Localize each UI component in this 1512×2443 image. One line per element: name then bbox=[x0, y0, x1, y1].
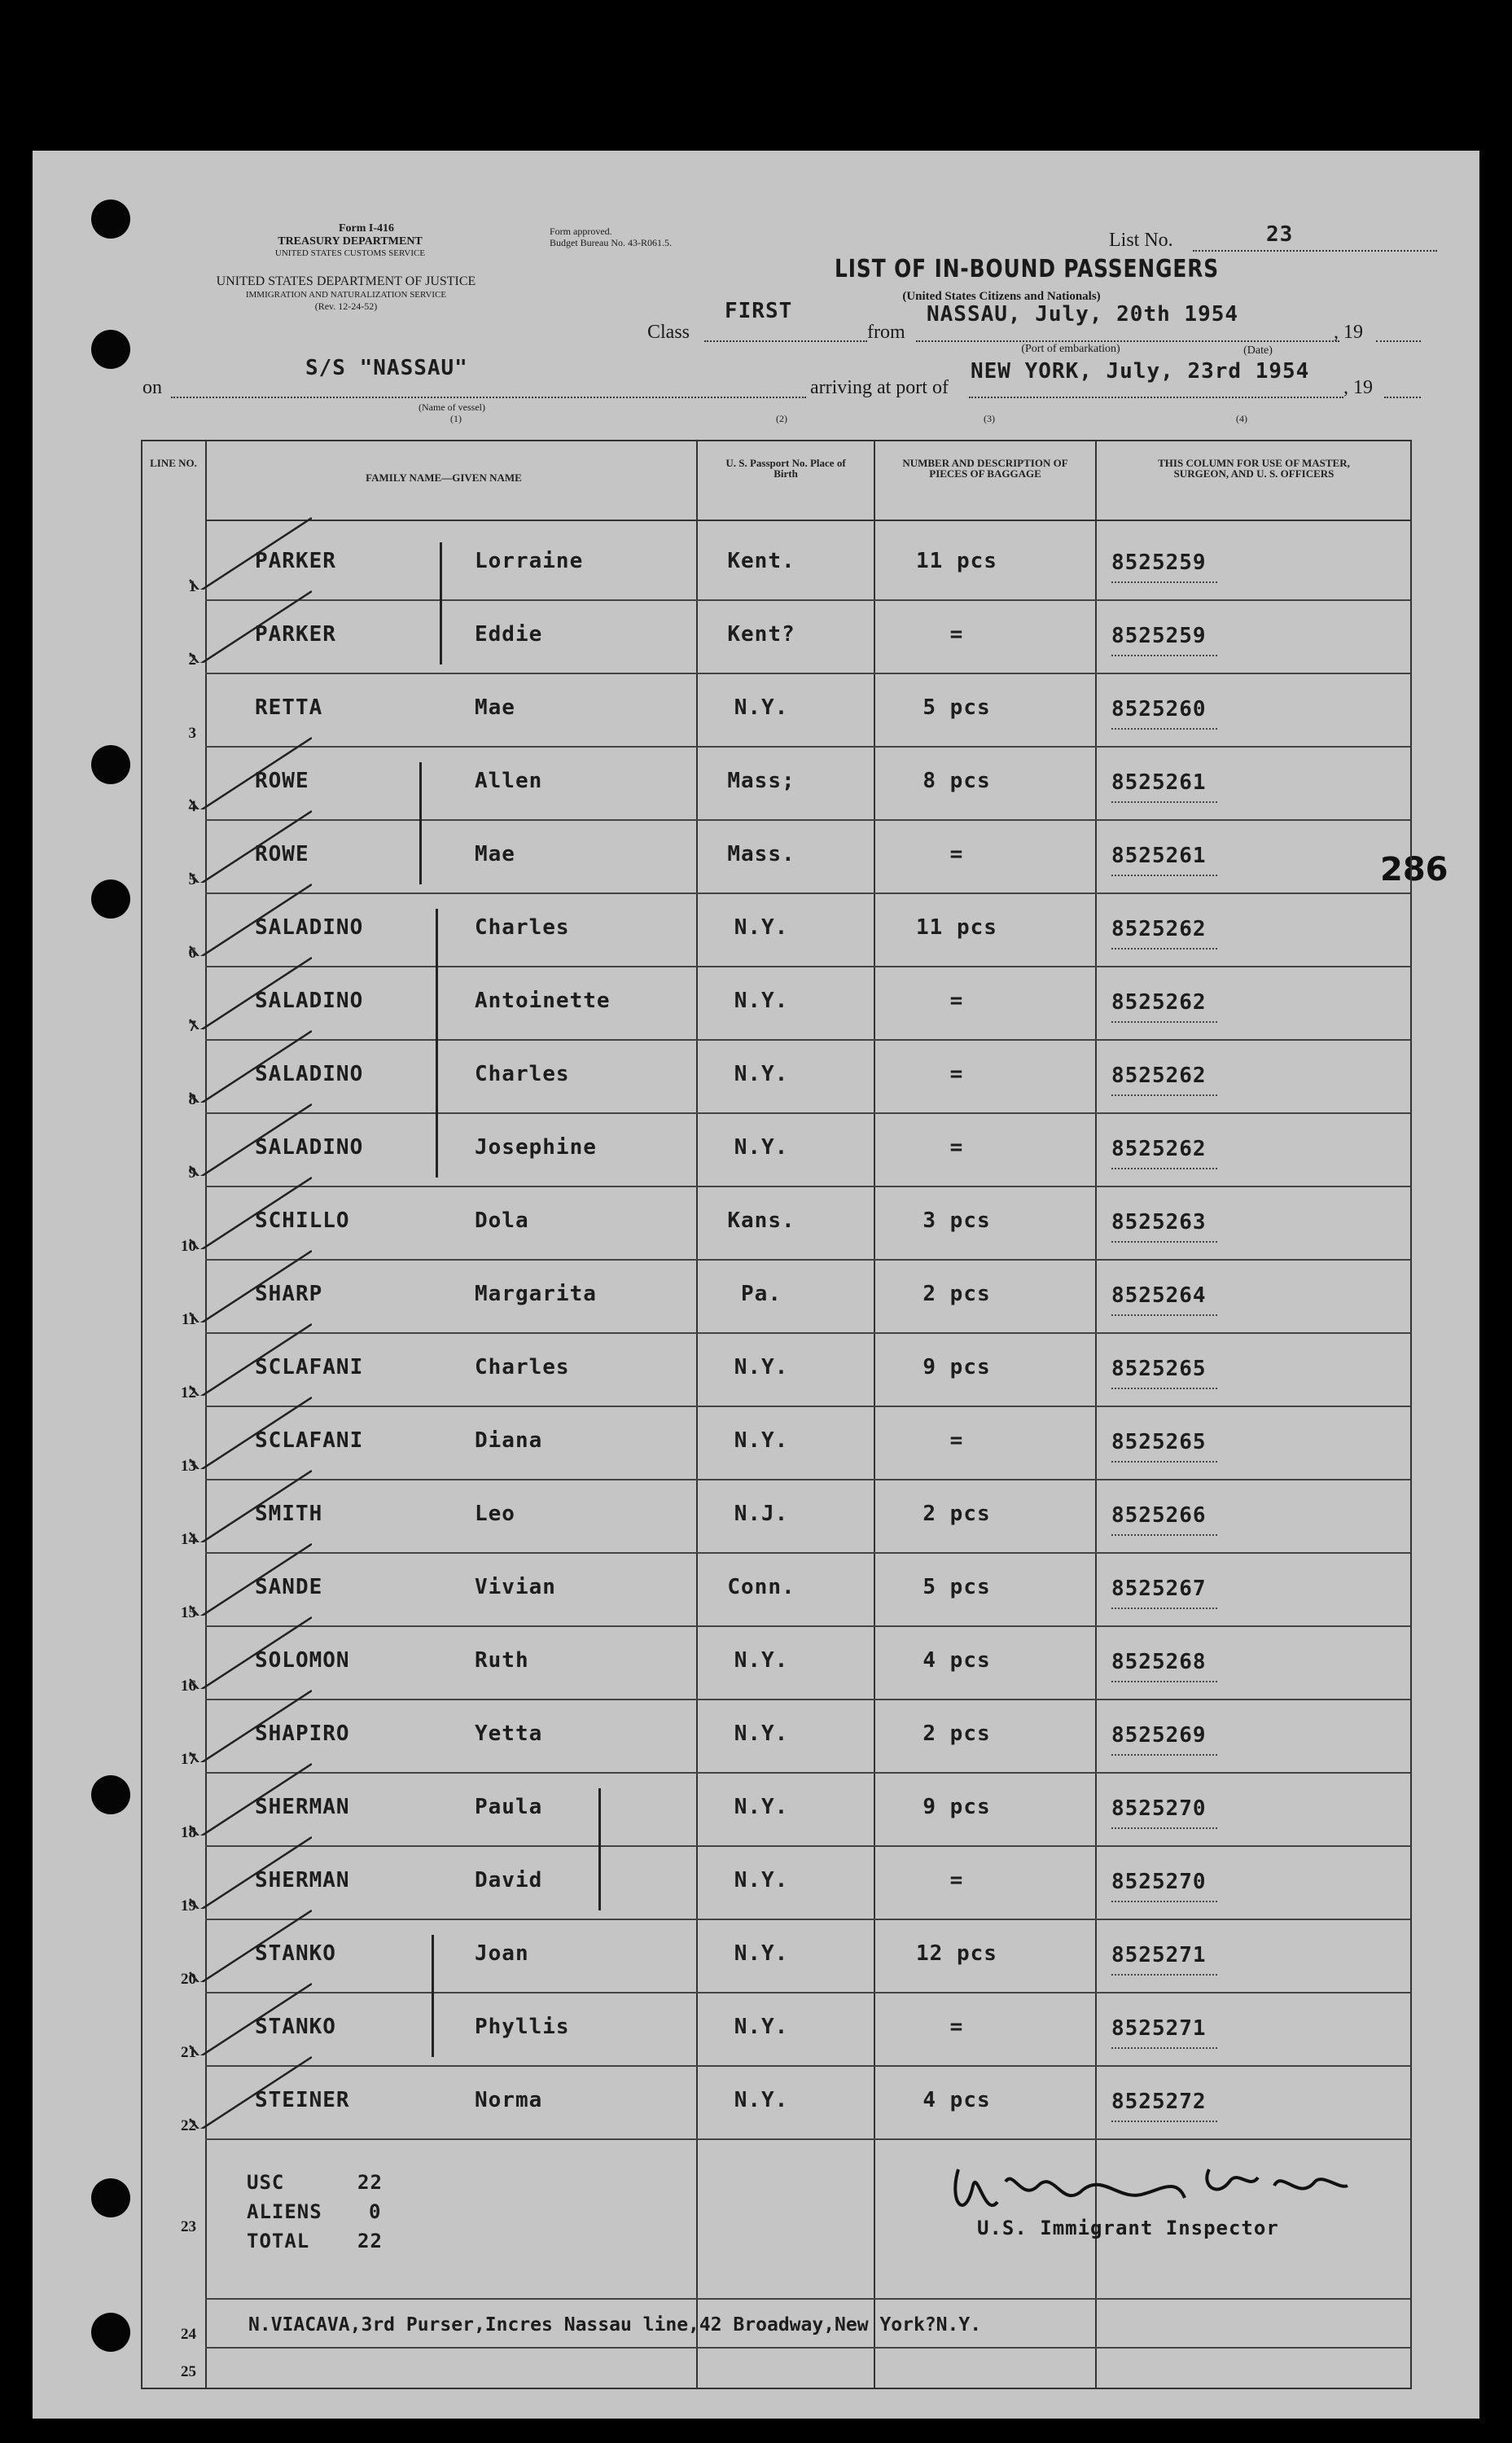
line-number: 18 bbox=[181, 1824, 196, 1841]
place-of-birth: Conn. bbox=[727, 1575, 795, 1599]
table-row bbox=[142, 1920, 1410, 1993]
given-name: Paula bbox=[475, 1795, 543, 1819]
table-row bbox=[142, 748, 1410, 821]
form-revision: (Rev. 12-24-52) bbox=[314, 300, 378, 312]
family-name: SCLAFANI bbox=[255, 1355, 364, 1379]
line-number: 14 bbox=[181, 1531, 196, 1548]
place-of-birth: N.Y. bbox=[734, 1795, 789, 1819]
col-num-4: (4) bbox=[1236, 413, 1247, 424]
family-brace bbox=[598, 1788, 601, 1910]
ticket-dots bbox=[1111, 1534, 1217, 1536]
check-mark bbox=[182, 1616, 312, 1689]
baggage-count: 8 pcs bbox=[923, 769, 991, 793]
table-row bbox=[142, 1480, 1410, 1554]
date-caption: (Date) bbox=[1243, 344, 1273, 357]
baggage-count: 2 pcs bbox=[923, 1502, 991, 1526]
check-mark bbox=[182, 1836, 312, 1909]
year-suffix-2: , 19 bbox=[1343, 377, 1373, 398]
line-number: 7 bbox=[188, 1018, 196, 1035]
family-name: SALADINO bbox=[255, 989, 364, 1013]
ticket-dots bbox=[1111, 801, 1217, 803]
line-number: 16 bbox=[181, 1678, 196, 1695]
given-name: Mae bbox=[475, 842, 515, 866]
ticket-number: 8525265 bbox=[1111, 1357, 1207, 1381]
place-of-birth: N.Y. bbox=[734, 1135, 789, 1160]
family-name: SHERMAN bbox=[255, 1795, 350, 1819]
line-number: 3 bbox=[188, 725, 196, 742]
line-number: 22 bbox=[181, 2117, 196, 2134]
class-rule bbox=[704, 340, 867, 342]
form-approved: Form approved. bbox=[550, 226, 612, 237]
table-row bbox=[142, 1554, 1410, 1627]
ticket-number: 8525272 bbox=[1111, 2090, 1207, 2114]
table-row bbox=[142, 1407, 1410, 1480]
ticket-dots bbox=[1111, 1827, 1217, 1829]
class-label: Class bbox=[647, 322, 690, 343]
class-value: FIRST bbox=[725, 299, 793, 323]
table-row bbox=[142, 1187, 1410, 1261]
form-number: Form I-416 bbox=[338, 222, 395, 235]
table-row bbox=[142, 1261, 1410, 1334]
baggage-count: = bbox=[949, 622, 964, 647]
given-name: Joan bbox=[475, 1941, 529, 1966]
ticket-dots bbox=[1111, 875, 1217, 876]
table-row bbox=[142, 1114, 1410, 1187]
given-name: Charles bbox=[475, 1355, 570, 1379]
family-name: SCHILLO bbox=[255, 1208, 350, 1233]
total-count: 22 bbox=[357, 2230, 383, 2252]
baggage-count: = bbox=[949, 2015, 964, 2039]
on-label: on bbox=[142, 377, 162, 398]
line-number: 12 bbox=[181, 1384, 196, 1401]
line-number: 17 bbox=[181, 1751, 196, 1768]
given-name: David bbox=[475, 1868, 543, 1893]
ticket-dots bbox=[1111, 1461, 1217, 1463]
line-number: 24 bbox=[181, 2326, 196, 2343]
usc-count: 22 bbox=[357, 2171, 383, 2194]
ticket-dots bbox=[1111, 1607, 1217, 1609]
ticket-dots bbox=[1111, 1094, 1217, 1096]
ticket-dots bbox=[1111, 1168, 1217, 1169]
ticket-dots bbox=[1111, 1241, 1217, 1243]
baggage-count: = bbox=[949, 1428, 964, 1453]
baggage-count: = bbox=[949, 1062, 964, 1086]
baggage-count: 11 pcs bbox=[916, 915, 997, 940]
ticket-number: 8525262 bbox=[1111, 990, 1207, 1015]
aliens-count: 0 bbox=[369, 2200, 382, 2223]
line-number: 11 bbox=[182, 1311, 196, 1328]
given-name: Lorraine bbox=[475, 549, 584, 573]
family-name: ROWE bbox=[255, 769, 309, 793]
family-name: SHERMAN bbox=[255, 1868, 350, 1893]
list-number: 23 bbox=[1266, 222, 1294, 247]
ticket-number: 8525262 bbox=[1111, 1137, 1207, 1161]
from-label: from bbox=[867, 322, 905, 343]
passenger-table bbox=[141, 440, 1412, 2389]
table-row bbox=[142, 1041, 1410, 1114]
table-row bbox=[142, 1334, 1410, 1407]
treasury-dept: TREASURY DEPARTMENT bbox=[278, 235, 423, 248]
ticket-dots bbox=[1111, 1901, 1217, 1902]
usc-label: USC bbox=[247, 2171, 285, 2194]
customs-service: UNITED STATES CUSTOMS SERVICE bbox=[274, 248, 426, 258]
given-name: Leo bbox=[475, 1502, 515, 1526]
ticket-number: 8525262 bbox=[1111, 917, 1207, 941]
place-of-birth: Pa. bbox=[741, 1282, 782, 1306]
col-num-3: (3) bbox=[984, 413, 995, 424]
list-number-label: List No. bbox=[1109, 230, 1173, 251]
ticket-number: 8525271 bbox=[1111, 2016, 1207, 2041]
check-mark bbox=[182, 1689, 312, 1762]
purser-text: N.VIACAVA,3rd Purser,Incres Nassau line,42 Broadway,New York?N.Y. bbox=[248, 2314, 982, 2336]
given-name: Josephine bbox=[475, 1135, 597, 1160]
year-suffix-1: , 19 bbox=[1334, 322, 1363, 343]
family-name: SALADINO bbox=[255, 1062, 364, 1086]
check-mark bbox=[182, 883, 312, 956]
ticket-number: 8525269 bbox=[1111, 1723, 1207, 1748]
place-of-birth: Kent? bbox=[727, 622, 795, 647]
given-name: Margarita bbox=[475, 1282, 597, 1306]
ticket-dots bbox=[1111, 655, 1217, 656]
from-rule bbox=[916, 340, 1339, 342]
vessel-name: S/S "NASSAU" bbox=[305, 356, 468, 380]
given-name: Antoinette bbox=[475, 989, 611, 1013]
ticket-dots bbox=[1111, 1974, 1217, 1976]
from-value: NASSAU, July, 20th 1954 bbox=[927, 302, 1239, 327]
check-mark bbox=[182, 2055, 312, 2129]
col-header-passport: U. S. Passport No. Place of Birth bbox=[725, 457, 846, 480]
baggage-count: = bbox=[949, 989, 964, 1013]
family-name: PARKER bbox=[255, 622, 336, 647]
empty-row bbox=[142, 2349, 1410, 2386]
place-of-birth: Mass. bbox=[727, 842, 795, 866]
ticket-dots bbox=[1111, 581, 1217, 583]
check-mark bbox=[182, 1982, 312, 2055]
given-name: Charles bbox=[475, 915, 570, 940]
budget-bureau: Budget Bureau No. 43-R061.5. bbox=[550, 237, 672, 248]
col-header-baggage: NUMBER AND DESCRIPTION OF PIECES OF BAGGAGE bbox=[902, 457, 1068, 480]
given-name: Mae bbox=[475, 695, 515, 720]
punch-hole bbox=[91, 2313, 130, 2352]
table-row bbox=[142, 674, 1410, 748]
row-rule bbox=[205, 2138, 1410, 2140]
line-number: 5 bbox=[188, 871, 196, 888]
year-rule-1 bbox=[1376, 340, 1421, 342]
ticket-dots bbox=[1111, 1388, 1217, 1389]
ins-service: IMMIGRATION AND NATURALIZATION SERVICE bbox=[245, 290, 447, 300]
family-name: SALADINO bbox=[255, 1135, 364, 1160]
punch-hole bbox=[91, 200, 130, 239]
embark-caption: (Port of embarkation) bbox=[1021, 343, 1120, 355]
family-name: SHAPIRO bbox=[255, 1722, 350, 1746]
arriving-rule bbox=[969, 397, 1343, 398]
inspector-title: U.S. Immigrant Inspector bbox=[977, 2217, 1279, 2239]
ticket-number: 8525265 bbox=[1111, 1430, 1207, 1454]
line-number: 10 bbox=[181, 1238, 196, 1255]
family-brace bbox=[419, 762, 422, 884]
ticket-number: 8525268 bbox=[1111, 1650, 1207, 1674]
given-name: Eddie bbox=[475, 622, 543, 647]
check-mark bbox=[182, 1909, 312, 1982]
ticket-dots bbox=[1111, 2047, 1217, 2049]
check-mark bbox=[182, 1469, 312, 1542]
ticket-number: 8525270 bbox=[1111, 1796, 1207, 1821]
place-of-birth: N.Y. bbox=[734, 1355, 789, 1379]
place-of-birth: N.J. bbox=[734, 1502, 789, 1526]
check-mark bbox=[182, 1249, 312, 1322]
check-mark bbox=[182, 1542, 312, 1616]
line-number: 13 bbox=[181, 1458, 196, 1475]
place-of-birth: Kent. bbox=[727, 549, 795, 573]
family-brace bbox=[436, 909, 438, 1178]
baggage-count: 4 pcs bbox=[923, 2088, 991, 2112]
vessel-rule bbox=[171, 397, 806, 398]
check-mark bbox=[182, 590, 312, 663]
check-mark bbox=[182, 1396, 312, 1469]
baggage-count: 4 pcs bbox=[923, 1648, 991, 1673]
family-brace bbox=[440, 542, 442, 664]
table-row bbox=[142, 601, 1410, 674]
totals-row bbox=[142, 2153, 1410, 2300]
line-number: 4 bbox=[188, 798, 196, 815]
baggage-count: 2 pcs bbox=[923, 1722, 991, 1746]
family-name: PARKER bbox=[255, 549, 336, 573]
ticket-number: 8525261 bbox=[1111, 770, 1207, 795]
family-name: SANDE bbox=[255, 1575, 323, 1599]
given-name: Norma bbox=[475, 2088, 543, 2112]
baggage-count: 11 pcs bbox=[916, 549, 997, 573]
baggage-count: 3 pcs bbox=[923, 1208, 991, 1233]
family-name: ROWE bbox=[255, 842, 309, 866]
baggage-count: 2 pcs bbox=[923, 1282, 991, 1306]
page-title: LIST OF IN-BOUND PASSENGERS bbox=[835, 255, 1220, 283]
place-of-birth: N.Y. bbox=[734, 1868, 789, 1893]
ticket-dots bbox=[1111, 948, 1217, 950]
ticket-number: 8525262 bbox=[1111, 1064, 1207, 1088]
family-name: STANKO bbox=[255, 2015, 336, 2039]
ticket-dots bbox=[1111, 2121, 1217, 2122]
line-number: 1 bbox=[188, 578, 196, 595]
line-number: 19 bbox=[181, 1897, 196, 1914]
family-name: SCLAFANI bbox=[255, 1428, 364, 1453]
table-row bbox=[142, 821, 1410, 894]
table-row bbox=[142, 1847, 1410, 1920]
col-num-2: (2) bbox=[776, 413, 787, 424]
arriving-label: arriving at port of bbox=[810, 377, 949, 398]
page-subtitle: (United States Citizens and Nationals) bbox=[902, 290, 1101, 303]
baggage-count: = bbox=[949, 842, 964, 866]
given-name: Charles bbox=[475, 1062, 570, 1086]
family-name: SOLOMON bbox=[255, 1648, 350, 1673]
baggage-count: = bbox=[949, 1135, 964, 1160]
given-name: Yetta bbox=[475, 1722, 543, 1746]
table-row bbox=[142, 967, 1410, 1041]
place-of-birth: Kans. bbox=[727, 1208, 795, 1233]
ticket-number: 8525271 bbox=[1111, 1943, 1207, 1967]
given-name: Phyllis bbox=[475, 2015, 570, 2039]
family-name: SMITH bbox=[255, 1502, 323, 1526]
baggage-count: = bbox=[949, 1868, 964, 1893]
ticket-number: 8525263 bbox=[1111, 1210, 1207, 1235]
ticket-dots bbox=[1111, 1754, 1217, 1756]
baggage-count: 12 pcs bbox=[916, 1941, 997, 1966]
total-label: TOTAL bbox=[247, 2230, 310, 2252]
punch-hole bbox=[91, 330, 130, 369]
ticket-dots bbox=[1111, 1314, 1217, 1316]
ticket-number: 8525259 bbox=[1111, 624, 1207, 648]
ticket-dots bbox=[1111, 728, 1217, 730]
given-name: Vivian bbox=[475, 1575, 556, 1599]
check-mark bbox=[182, 1103, 312, 1176]
table-row bbox=[142, 528, 1410, 601]
place-of-birth: N.Y. bbox=[734, 989, 789, 1013]
line-number: 8 bbox=[188, 1091, 196, 1108]
check-mark bbox=[182, 1176, 312, 1249]
col-header-officers: THIS COLUMN FOR USE OF MASTER, SURGEON, AND U. S. OFFICERS bbox=[1158, 457, 1350, 480]
place-of-birth: N.Y. bbox=[734, 1428, 789, 1453]
ticket-number: 8525259 bbox=[1111, 550, 1207, 575]
table-row bbox=[142, 1627, 1410, 1700]
place-of-birth: N.Y. bbox=[734, 915, 789, 940]
place-of-birth: N.Y. bbox=[734, 2015, 789, 2039]
table-row bbox=[142, 1700, 1410, 1774]
year-rule-2 bbox=[1384, 397, 1421, 398]
table-row bbox=[142, 2067, 1410, 2140]
place-of-birth: N.Y. bbox=[734, 1648, 789, 1673]
line-number: 6 bbox=[188, 945, 196, 962]
family-name: RETTA bbox=[255, 695, 323, 720]
check-mark bbox=[182, 736, 312, 809]
ticket-dots bbox=[1111, 1021, 1217, 1023]
baggage-count: 5 pcs bbox=[923, 1575, 991, 1599]
given-name: Diana bbox=[475, 1428, 543, 1453]
family-name: SALADINO bbox=[255, 915, 364, 940]
ticket-number: 8525261 bbox=[1111, 844, 1207, 868]
baggage-count: 9 pcs bbox=[923, 1795, 991, 1819]
family-name: STEINER bbox=[255, 2088, 350, 2112]
place-of-birth: N.Y. bbox=[734, 2088, 789, 2112]
line-number: 23 bbox=[181, 2218, 196, 2235]
given-name: Ruth bbox=[475, 1648, 529, 1673]
ticket-number: 8525264 bbox=[1111, 1283, 1207, 1308]
ticket-number: 8525266 bbox=[1111, 1503, 1207, 1528]
table-row bbox=[142, 1774, 1410, 1847]
justice-dept: UNITED STATES DEPARTMENT OF JUSTICE bbox=[216, 274, 476, 288]
baggage-count: 9 pcs bbox=[923, 1355, 991, 1379]
check-mark bbox=[182, 1762, 312, 1836]
place-of-birth: N.Y. bbox=[734, 1941, 789, 1966]
line-number: 21 bbox=[181, 2044, 196, 2061]
baggage-count: 5 pcs bbox=[923, 695, 991, 720]
punch-hole bbox=[91, 1775, 130, 1814]
punch-hole bbox=[91, 2178, 130, 2217]
col-header-line: LINE NO. bbox=[150, 457, 197, 469]
col-header-name: FAMILY NAME—GIVEN NAME bbox=[366, 471, 522, 484]
check-mark bbox=[182, 1322, 312, 1396]
check-mark bbox=[182, 809, 312, 883]
vessel-caption: (Name of vessel) bbox=[419, 401, 485, 413]
check-mark bbox=[182, 956, 312, 1029]
given-name: Dola bbox=[475, 1208, 529, 1233]
line-number: 2 bbox=[188, 651, 196, 669]
ticket-dots bbox=[1111, 1681, 1217, 1682]
ticket-number: 8525267 bbox=[1111, 1577, 1207, 1601]
col-num-1: (1) bbox=[450, 413, 462, 424]
line-number: 25 bbox=[181, 2363, 196, 2380]
list-number-rule bbox=[1193, 250, 1437, 252]
place-of-birth: Mass; bbox=[727, 769, 795, 793]
aliens-label: ALIENS bbox=[247, 2200, 322, 2223]
place-of-birth: N.Y. bbox=[734, 1722, 789, 1746]
punch-hole bbox=[91, 745, 130, 784]
check-mark bbox=[182, 1029, 312, 1103]
punch-hole bbox=[91, 879, 130, 919]
ticket-number: 8525270 bbox=[1111, 1870, 1207, 1894]
place-of-birth: N.Y. bbox=[734, 695, 789, 720]
line-number: 15 bbox=[181, 1604, 196, 1621]
given-name: Allen bbox=[475, 769, 543, 793]
table-row bbox=[142, 1993, 1410, 2067]
header-rule bbox=[205, 520, 1410, 521]
family-name: SHARP bbox=[255, 1282, 323, 1306]
arriving-value: NEW YORK, July, 23rd 1954 bbox=[971, 359, 1310, 384]
ticket-number: 8525260 bbox=[1111, 697, 1207, 721]
table-row bbox=[142, 894, 1410, 967]
line-number: 20 bbox=[181, 1971, 196, 1988]
family-name: STANKO bbox=[255, 1941, 336, 1966]
check-mark bbox=[182, 516, 312, 590]
page-number: 286 bbox=[1380, 851, 1448, 888]
line-number: 9 bbox=[188, 1164, 196, 1182]
family-brace bbox=[432, 1935, 434, 2057]
place-of-birth: N.Y. bbox=[734, 1062, 789, 1086]
purser-row bbox=[142, 2300, 1410, 2349]
